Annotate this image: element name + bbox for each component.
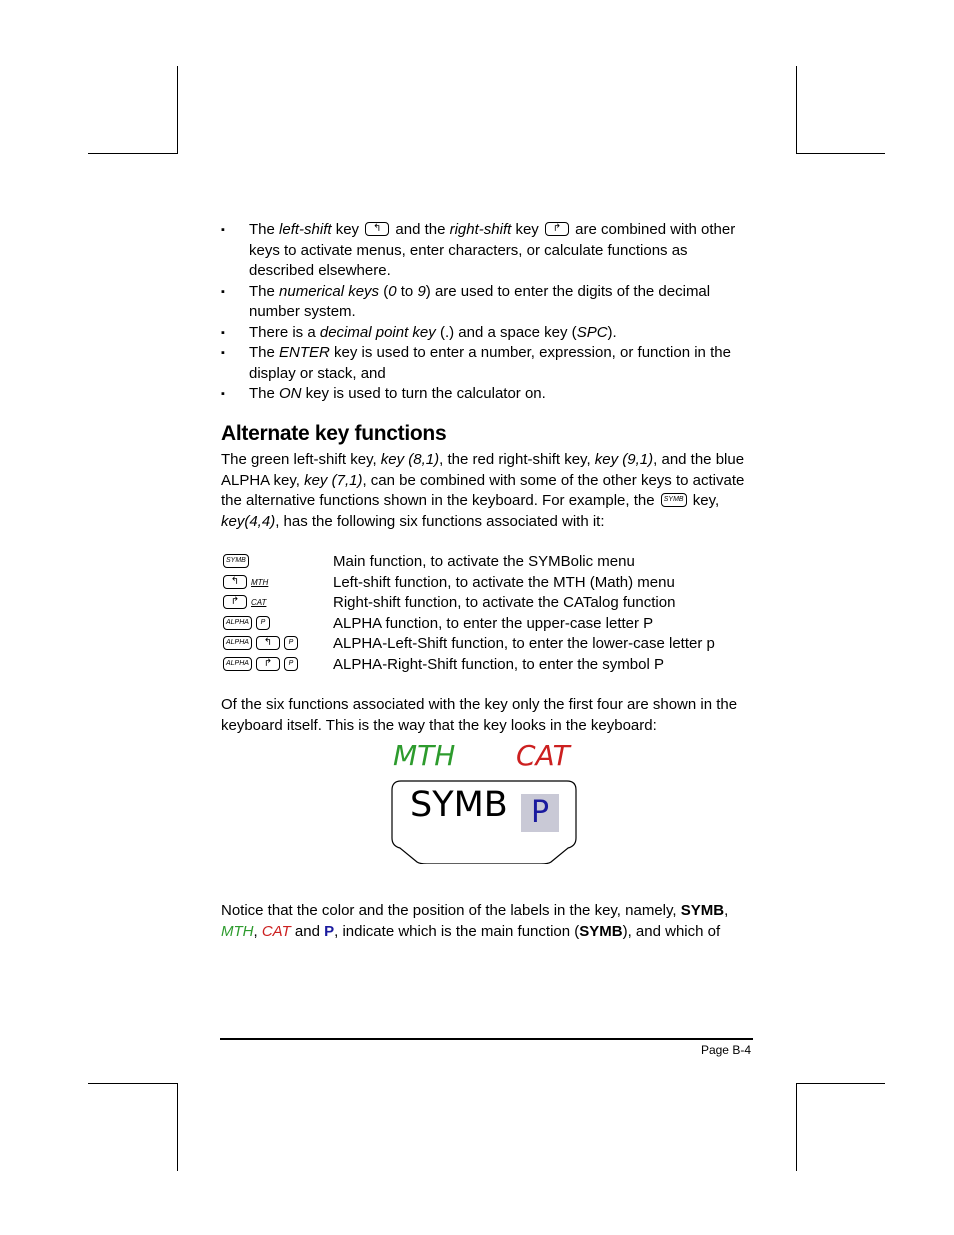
crop-mark bbox=[88, 1083, 177, 1084]
function-table bbox=[221, 552, 715, 675]
mth-label: MTH bbox=[251, 577, 269, 587]
table-row: ALPHA ↱ P ALPHA-Right-Shift function, to enter the symbol P bbox=[221, 655, 715, 676]
right-shift-key-icon: ↱ bbox=[545, 222, 569, 236]
main-label: SYMB bbox=[410, 785, 508, 826]
left-shift-key-icon: ↰ bbox=[256, 636, 280, 650]
table-row: SYMB Main function, to activate the SYMBolic menu bbox=[221, 552, 715, 573]
crop-mark bbox=[796, 66, 797, 154]
list-item: ▪ The ENTER key is used to enter a number, expression, or function in the display or stack, and bbox=[221, 343, 751, 384]
cat-label: CAT bbox=[516, 739, 570, 773]
list-item: ▪ The numerical keys (0 to 9) are used to enter the digits of the decimal number system. bbox=[221, 282, 751, 323]
page-content bbox=[221, 220, 751, 942]
symb-key-figure bbox=[390, 739, 590, 875]
list-item: ▪ The left-shift key ↰ and the right-shift key ↱ are combined with other keys to activate menus, enter characters, or calculate functions as described elsewhere. bbox=[221, 220, 751, 282]
right-shift-key-icon: ↱ bbox=[223, 595, 247, 609]
crop-mark bbox=[88, 153, 177, 154]
cat-label: CAT bbox=[251, 598, 267, 608]
paragraph: Of the six functions associated with the key only the first four are shown in the keyboard itself. This is the way that the key looks in the keyboard: bbox=[221, 696, 738, 734]
paragraph: Notice that the color and the position of the labels in the key, namely, SYMB, MTH, CAT and P, indicate which is the main function (SYMB), and which of bbox=[221, 902, 729, 940]
symb-key-icon: SYMB bbox=[661, 493, 687, 507]
key-list bbox=[221, 220, 751, 405]
crop-mark bbox=[796, 1083, 885, 1084]
alpha-key-icon: ALPHA bbox=[223, 636, 252, 650]
crop-mark bbox=[796, 1083, 797, 1171]
section-heading: Alternate key functions bbox=[221, 421, 447, 445]
footer-rule bbox=[220, 1038, 753, 1040]
list-item: ▪ The ON key is used to turn the calculator on. bbox=[221, 384, 751, 405]
crop-mark bbox=[796, 153, 885, 154]
crop-mark bbox=[177, 66, 178, 154]
table-row: ALPHA P ALPHA function, to enter the upper-case letter P bbox=[221, 614, 715, 635]
list-item: ▪ There is a decimal point key (.) and a space key (SPC). bbox=[221, 323, 751, 344]
left-shift-key-icon: ↰ bbox=[223, 575, 247, 589]
page-number: Page B-4 bbox=[700, 1043, 751, 1057]
alpha-label: P bbox=[521, 794, 559, 832]
right-shift-key-icon: ↱ bbox=[256, 657, 280, 671]
paragraph: The green left-shift key, key (8,1), the red right-shift key, key (9,1), and the blue ALPHA key, key (7,1), can be combined with some of the other keys to activate the alternative functions shown in the keyboard. For example, the SYMB key, key(4,4), has the following six functions associated with it: bbox=[221, 451, 745, 530]
alpha-key-icon: ALPHA bbox=[223, 657, 252, 671]
table-row: ALPHA ↰ P ALPHA-Left-Shift function, to enter the lower-case letter p bbox=[221, 634, 715, 655]
p-key-icon: P bbox=[256, 616, 270, 630]
crop-mark bbox=[177, 1083, 178, 1171]
alpha-key-icon: ALPHA bbox=[223, 616, 252, 630]
p-key-icon: P bbox=[284, 636, 298, 650]
mth-label: MTH bbox=[393, 739, 456, 773]
p-key-icon: P bbox=[284, 657, 298, 671]
table-row: ↰ MTH Left-shift function, to activate the MTH (Math) menu bbox=[221, 573, 715, 594]
table-row: ↱ CAT Right-shift function, to activate the CATalog function bbox=[221, 593, 715, 614]
symb-key-icon: SYMB bbox=[223, 554, 249, 568]
left-shift-key-icon: ↰ bbox=[365, 222, 389, 236]
